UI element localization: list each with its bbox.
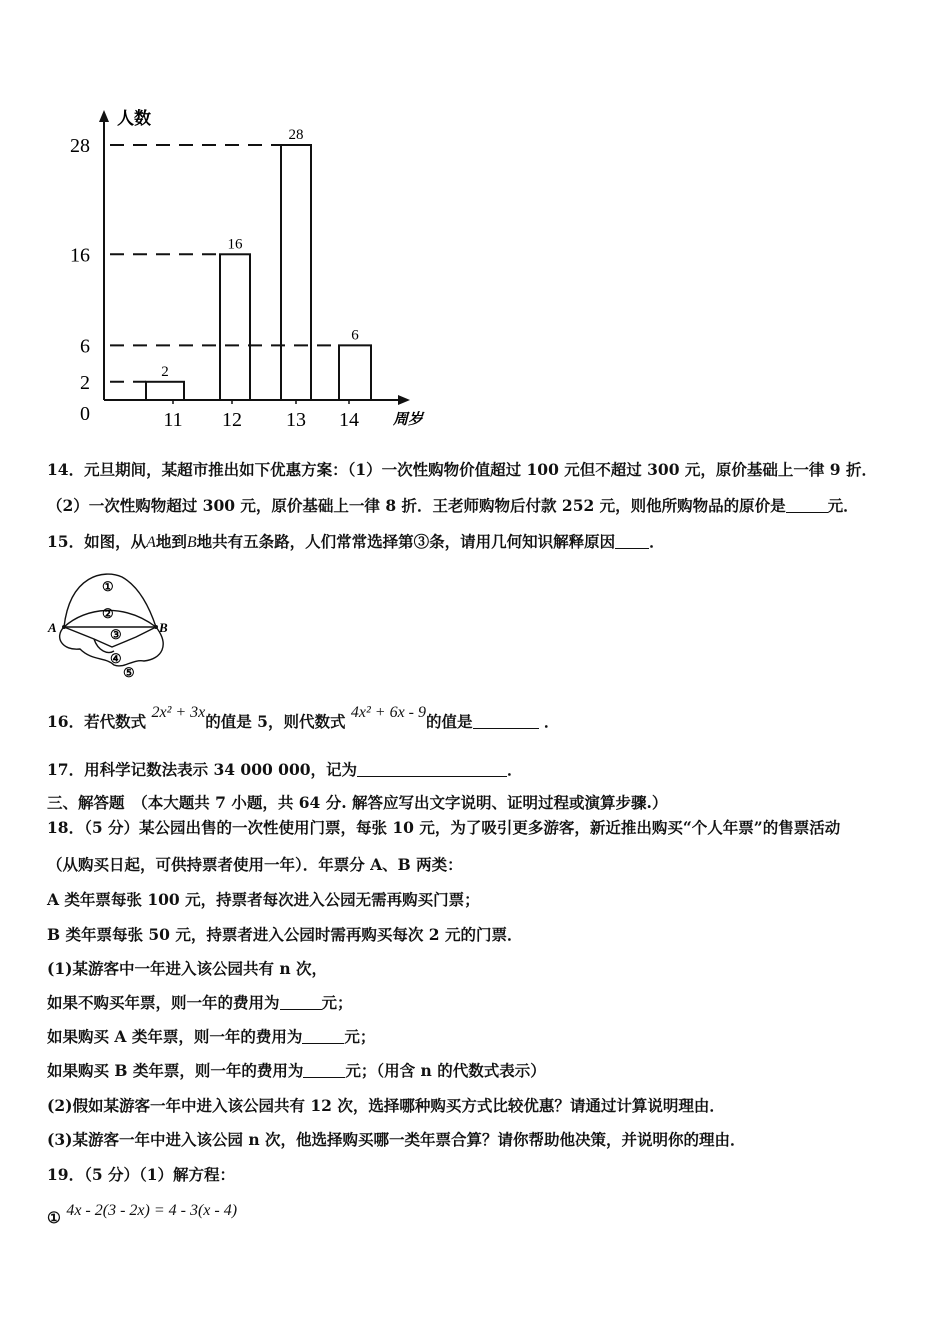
bar-13	[281, 145, 311, 400]
q17-text	[47, 760, 523, 780]
q18-line4: B 类年票每张 50 元，持票者进入公园时需再购买每次 2 元的门票．	[47, 925, 523, 944]
q18-part1c-text: 如果购买 B 类年票，则一年的费用为	[47, 1061, 304, 1080]
x-axis-arrow	[398, 395, 410, 405]
q16-expr1: 2x² + 3x	[151, 704, 206, 721]
q19-item1	[47, 1200, 238, 1227]
q16-answer-blank[interactable]	[473, 714, 539, 729]
q18-part1c	[47, 1061, 546, 1081]
q16-end: ．	[543, 712, 560, 731]
q18-part3: (3)某游客一年中进入该公园 n 次，他选择购买哪一类年票合算？请你帮助他决策，并说明你的理由．	[47, 1130, 746, 1149]
q18-part1a-end: 元；	[321, 993, 353, 1012]
bar-11	[146, 382, 184, 400]
q17-answer-blank[interactable]	[357, 762, 507, 777]
q16-text	[47, 704, 560, 733]
bar-14	[339, 345, 371, 400]
q15-suffix: 地共有五条路，人们常常选择第③条，请用几何知识解释原因	[196, 532, 616, 551]
point-b-dot	[154, 625, 158, 629]
q18-part2: (2)假如某游客一年中进入该公园共有 12 次，选择哪种购买方式比较优惠？请通过计算说明理由．	[47, 1096, 725, 1115]
y-axis-label: 人数	[117, 109, 151, 128]
q14-line2-text: （2）一次性购物超过 300 元，原价基础上一律 8 折．王老师购物后付款 252 元，则他所购物品的原价是	[47, 496, 786, 515]
section3-title: 三、解答题 （本大题共 7 小题，共 64 分. 解答应写出文字说明、证明过程或演算步骤.）	[47, 793, 668, 812]
q14-line1: 14．元旦期间，某超市推出如下优惠方案：（1）一次性购物价值超过 100 元但不超过 300 元，原价基础上一律 9 折．	[47, 460, 877, 479]
x-tick-label-13: 13	[286, 409, 306, 431]
y-ticks	[70, 135, 90, 425]
q17-body: 17．用科学记数法表示 34 000 000，记为	[47, 760, 358, 779]
point-a-dot	[62, 625, 66, 629]
q14-line2-end: 元．	[827, 496, 859, 515]
bar-label-12: 16	[227, 236, 243, 253]
q18-part1: (1)某游客中一年进入该公园共有 n 次，	[47, 959, 328, 978]
y-tick-label-6: 6	[80, 335, 90, 358]
q15-answer-blank[interactable]	[615, 534, 649, 549]
q18-line1: 18．（5 分）某公园出售的一次性使用门票，每张 10 元，为了吸引更多游客，新近推出购买“个人年票”的售票活动	[47, 818, 841, 837]
route-diagram	[44, 565, 184, 685]
bar-label-13: 28	[288, 127, 304, 143]
bar-chart	[0, 90, 460, 440]
q15-point-a: A	[146, 534, 156, 551]
q16-mid: 的值是 5，则代数式	[205, 712, 346, 731]
q14-answer-blank[interactable]	[786, 498, 828, 513]
q18-part1a	[47, 993, 353, 1013]
q18-part1c-end: 元；（用含 n 的代数式表示）	[345, 1061, 546, 1080]
q15-end: ．	[649, 532, 665, 551]
q18-part1a-text: 如果不购买年票，则一年的费用为	[47, 993, 280, 1012]
y-tick-label-0: 0	[80, 403, 90, 425]
q19-item-marker: ①	[47, 1208, 61, 1227]
q16-prefix: 16．若代数式	[47, 712, 147, 731]
q19-equation: 4x - 2(3 - 2x) = 4 - 3(x - 4)	[66, 1202, 238, 1219]
q18-part1b-end: 元；	[344, 1027, 376, 1046]
y-tick-label-2: 2	[80, 371, 90, 394]
route-label-3: ③	[110, 627, 122, 642]
q19-line1: 19．（5 分）（1）解方程：	[47, 1165, 236, 1184]
q15-text	[47, 532, 665, 553]
bar-12	[220, 254, 250, 400]
q18-line2: （从购买日起，可供持票者使用一年）．年票分 A、B 两类：	[47, 855, 463, 874]
x-tick-label-14: 14	[339, 409, 359, 431]
route-label-5: ⑤	[123, 665, 135, 680]
q16-expr2: 4x² + 6x - 9	[350, 704, 426, 721]
q17-end: ．	[507, 760, 523, 779]
q16-suffix: 的值是	[426, 712, 473, 731]
diagram-label-a: A	[48, 620, 57, 635]
bar-label-14: 6	[351, 327, 359, 344]
x-tick-label-12: 12	[222, 409, 242, 431]
bar-label-11: 2	[161, 363, 169, 380]
reference-lines	[110, 145, 339, 382]
x-axis-label: 周岁	[393, 412, 424, 428]
q15-prefix: 15．如图，从	[47, 532, 147, 551]
y-axis-arrow	[99, 110, 109, 122]
y-tick-label-16: 16	[70, 244, 90, 267]
route-label-4: ④	[110, 651, 122, 666]
route-label-1: ①	[102, 579, 114, 594]
x-tick-label-11: 11	[163, 409, 183, 431]
diagram-label-b: B	[159, 620, 168, 635]
q14-line2	[47, 496, 859, 516]
q18-part1b	[47, 1027, 375, 1047]
q18-blank-a-ticket[interactable]	[302, 1029, 344, 1044]
q18-blank-no-ticket[interactable]	[280, 995, 322, 1010]
q15-point-b: B	[186, 534, 197, 551]
q18-line3: A 类年票每张 100 元，持票者每次进入公园无需再购买门票；	[47, 890, 480, 909]
bars	[146, 127, 371, 400]
route-label-2: ②	[102, 606, 114, 621]
q18-part1b-text: 如果购买 A 类年票，则一年的费用为	[47, 1027, 303, 1046]
q15-mid: 地到	[155, 532, 187, 551]
x-tick-labels	[163, 400, 359, 431]
q18-blank-b-ticket[interactable]	[303, 1063, 345, 1078]
y-tick-label-28: 28	[70, 135, 90, 157]
